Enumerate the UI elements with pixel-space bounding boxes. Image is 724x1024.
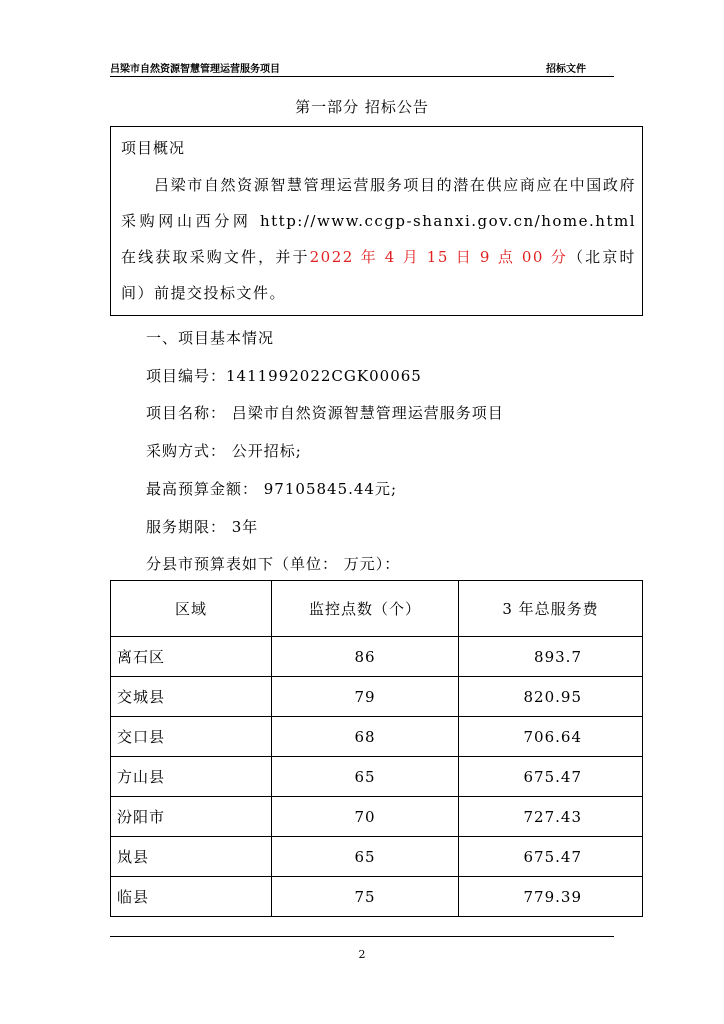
table-header-points: 监控点数（个） — [272, 581, 459, 637]
table-row — [111, 677, 643, 717]
table-row — [111, 717, 643, 757]
cell-points: 65 — [272, 837, 459, 877]
page-number: 2 — [358, 948, 366, 961]
cell-points: 86 — [272, 637, 459, 677]
cell-fee: 706.64 — [459, 717, 643, 757]
cell-fee: 675.47 — [459, 837, 643, 877]
cell-points: 65 — [272, 757, 459, 797]
cell-region: 方山县 — [111, 757, 272, 797]
overview-text-before: 吕梁市自然资源智慧管理运营服务项目的潜在供应商应在中国政府采购网山西分网 http://www.ccgp-shanxi.gov.cn/home.html 在线获取采购文件，并于 — [121, 176, 636, 266]
page-header — [110, 58, 614, 77]
cell-points: 68 — [272, 717, 459, 757]
table-row — [111, 877, 643, 917]
cell-points: 79 — [272, 677, 459, 717]
project-overview-box — [110, 126, 643, 316]
table-row — [111, 797, 643, 837]
procurement-method: 采购方式： 公开招标; — [146, 442, 302, 460]
table-row — [111, 637, 643, 677]
header-doc-type: 招标文件 — [546, 64, 586, 75]
cell-fee: 820.95 — [459, 677, 643, 717]
project-name: 项目名称： 吕梁市自然资源智慧管理运营服务项目 — [146, 404, 504, 422]
cell-points: 70 — [272, 797, 459, 837]
overview-text-after: （北京时间）前提交投标文件。 — [121, 248, 636, 302]
service-period: 服务期限： 3年 — [146, 518, 259, 536]
cell-fee: 893.7 — [459, 637, 643, 677]
header-project-name: 吕梁市自然资源智慧管理运营服务项目 — [110, 64, 280, 75]
cell-region: 离石区 — [111, 637, 272, 677]
cell-region: 临县 — [111, 877, 272, 917]
project-number: 项目编号：1411992022CGK00065 — [146, 367, 422, 385]
cell-points: 75 — [272, 877, 459, 917]
cell-region: 交城县 — [111, 677, 272, 717]
max-budget: 最高预算金额： 97105845.44元; — [146, 480, 398, 498]
table-header-row — [111, 581, 643, 637]
section-title: 第一部分 招标公告 — [295, 98, 429, 116]
footer-divider — [110, 936, 614, 937]
cell-region: 汾阳市 — [111, 797, 272, 837]
cell-region: 交口县 — [111, 717, 272, 757]
cell-region: 岚县 — [111, 837, 272, 877]
table-intro: 分县市预算表如下（单位： 万元）： — [146, 555, 401, 573]
cell-fee: 727.43 — [459, 797, 643, 837]
table-header-fee: 3 年总服务费 — [459, 581, 643, 637]
overview-title: 项目概况 — [121, 139, 186, 157]
table-row — [111, 837, 643, 877]
overview-deadline: 2022 年 4 月 15 日 9 点 00 分 — [309, 248, 569, 266]
overview-body — [121, 167, 636, 311]
cell-fee: 675.47 — [459, 757, 643, 797]
basic-info-heading: 一、项目基本情况 — [146, 329, 275, 347]
cell-fee: 779.39 — [459, 877, 643, 917]
table-header-region: 区域 — [111, 581, 272, 637]
county-budget-table — [110, 580, 643, 917]
table-row — [111, 757, 643, 797]
